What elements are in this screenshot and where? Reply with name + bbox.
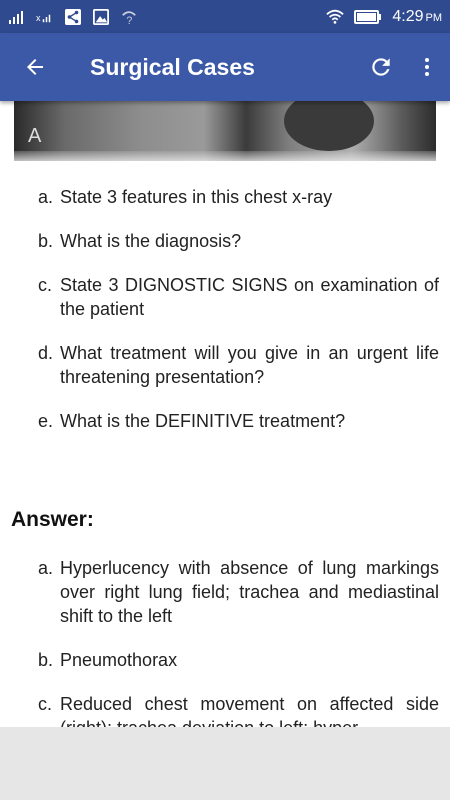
question-item: e. What is the DEFINITIVE treatment? xyxy=(38,411,346,431)
more-options-button[interactable] xyxy=(404,33,450,101)
answer-item: c. Reduced chest movement on affected side xyxy=(38,694,439,714)
chest-xray-image xyxy=(14,101,436,161)
page-title: Surgical Cases xyxy=(90,53,255,80)
share-icon xyxy=(64,9,82,25)
status-bar xyxy=(0,0,450,33)
xray-label: A xyxy=(28,125,42,147)
answer-item: b. Pneumothorax xyxy=(38,650,178,670)
bottom-panel xyxy=(0,727,450,800)
image-icon xyxy=(92,9,110,25)
question-list xyxy=(0,185,450,453)
arrow-left-icon xyxy=(23,55,47,79)
svg-text:?: ? xyxy=(126,14,133,27)
svg-text:x: x xyxy=(36,12,41,23)
back-button[interactable] xyxy=(0,33,70,101)
refresh-icon xyxy=(368,54,394,80)
question-item: b. What is the diagnosis? xyxy=(38,231,242,251)
answer-item: a. Hyperlucency with absence of lung markings over right lung field; trachea and mediastinal shift to the left xyxy=(38,558,439,626)
status-time: 4:29 PM xyxy=(392,7,442,25)
x-signal-icon xyxy=(36,9,54,25)
refresh-button[interactable] xyxy=(358,33,404,101)
wifi-question-icon xyxy=(120,9,138,25)
wifi-icon xyxy=(326,9,344,25)
more-vert-icon xyxy=(415,55,439,79)
question-item: d. What treatment will you give in an urgent life threatening presentation? xyxy=(38,343,439,387)
app-bar xyxy=(0,33,450,101)
battery-icon xyxy=(354,9,382,25)
case-content[interactable] xyxy=(0,101,450,727)
signal-icon xyxy=(8,9,26,25)
answer-heading: Answer: xyxy=(11,508,94,531)
question-item: a. State 3 features in this chest x-ray xyxy=(38,187,333,207)
question-item: c. State 3 DIGNOSTIC SIGNS on examination of the patient xyxy=(38,275,439,319)
